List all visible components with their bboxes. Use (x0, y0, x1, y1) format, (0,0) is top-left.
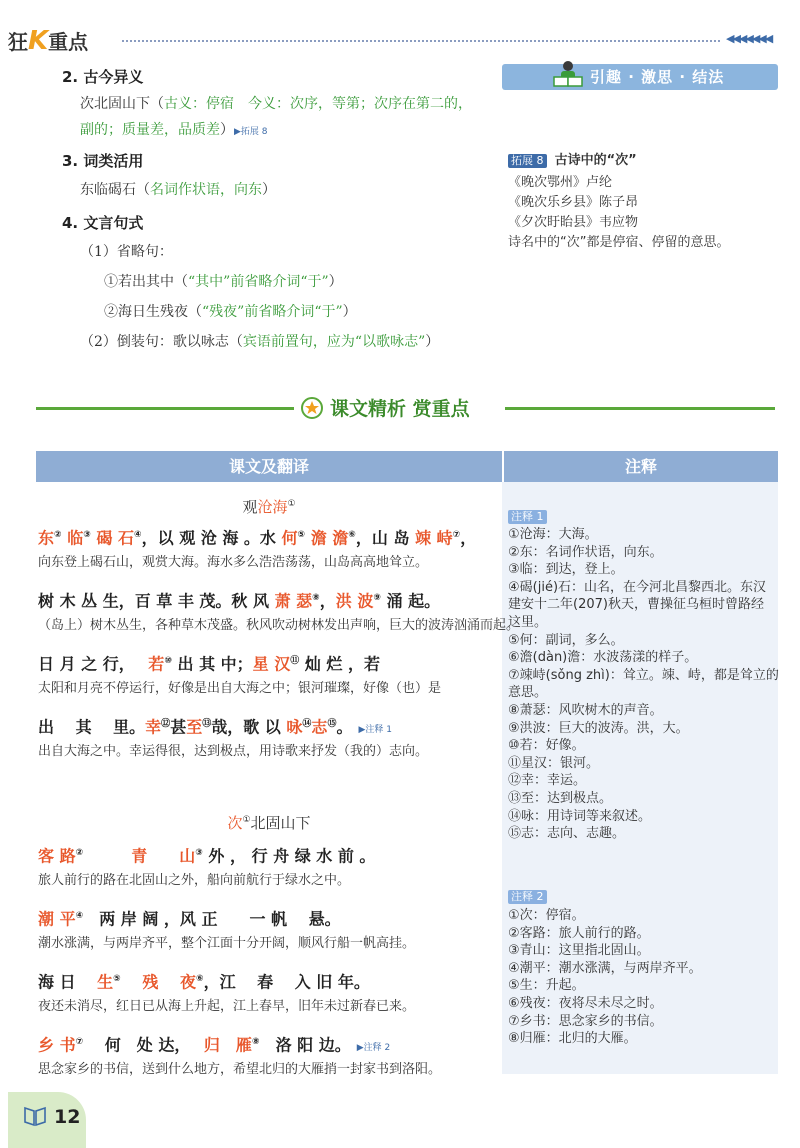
notes1-item: ⑨洪波：巨大的波涛。洪，大。 (508, 720, 689, 736)
poem1-line-3-seg: 出 其 中； (171, 654, 253, 674)
poem1-line-2-seg: ， (319, 591, 336, 611)
poem2-translation-4: 思念家乡的书信，送到什么地方，希望北归的大雁捎一封家书到洛阳。 (38, 1062, 442, 1077)
table-header-right-label: 注释 (624, 457, 657, 476)
poem1-line-4-seg: 。 (336, 717, 353, 737)
poem2-line-4-seg: 何 处 达， (83, 1035, 204, 1055)
poem1-line-1-seg: ⑤ (297, 530, 306, 540)
table-header-left (36, 451, 502, 482)
poem2-line-1-seg: 客 路 (38, 846, 76, 866)
poem2-line-3-seg (121, 972, 143, 991)
poem2-line-2-seg: 潮 平 (38, 909, 76, 929)
poem1-line-4-seg: 咏 (286, 717, 303, 737)
poem1-line-1-seg: ，以 观 沧 海 。水 (141, 528, 282, 548)
poem2-line-2-seg: ④ (75, 911, 84, 921)
notes2-item: ③青山：这里指北固山。 (508, 943, 650, 959)
poem2-line-3-seg: ⑥ (195, 974, 204, 984)
poem1-line-4-seg: 甚 (170, 717, 187, 737)
side-tag: 拓展 8 (508, 154, 547, 168)
poem2-line-4-seg: ⑦ (75, 1037, 84, 1047)
notes1-tag: 注释 1 (508, 510, 547, 524)
poem1-line-1-seg: 竦 峙 (415, 528, 453, 548)
notes1-item: ⑤何：副词，多么。 (508, 632, 624, 648)
poem2-line-4 (38, 1031, 390, 1059)
notes1-item: ③临：到达，登上。 (508, 562, 624, 578)
notes1-item: 建安十二年(207)秋天，曹操征乌桓时曾路经 (508, 597, 764, 613)
poem1-line-1-seg: ⑦ (452, 530, 461, 540)
notes1-item: ⑫幸：幸运。 (508, 773, 587, 789)
page-number: 12 (54, 1106, 81, 1128)
poem2-line-4-seg: 乡 书 (38, 1035, 76, 1055)
poem1-line-2-seg: ⑧ (312, 593, 320, 603)
poem1-translation-3: 太阳和月亮不停运行，好像是出自大海之中；银河璀璨，好像（也）是 (38, 681, 442, 696)
table-header-right (502, 451, 778, 482)
poem1-line-4-seg: 出 其 里。 (38, 717, 146, 737)
poem2-line-3-seg: 海 日 (38, 972, 98, 992)
notes2-tag: 注释 2 (508, 890, 547, 904)
poem2-line-2-seg: 两 岸 阔 ，风 正 一 帆 悬。 (83, 909, 341, 929)
poem1-line-4-seg: 幸 (145, 717, 162, 737)
poem1-line-1-seg: ④ (134, 530, 142, 540)
poem1-line-1-seg: ⑥ (348, 530, 356, 540)
s3-line-1: 东临碣石（名词作状语，向东） (80, 182, 276, 198)
notes1-item: ⑭咏：用诗词等来叙述。 (508, 808, 652, 824)
divider-line-right (505, 407, 775, 410)
notes1-item: ⑮志：志向、志趣。 (508, 826, 626, 842)
poem1-line-2-seg: 萧 瑟 (274, 591, 313, 611)
poem1-translation-2: （岛上）树木丛生，各种草木茂盛。秋风吹动树林发出声响，巨大的波涛汹涌而起。 (38, 618, 520, 633)
book-icon (22, 1104, 48, 1128)
notes1-item: 这里。 (508, 615, 548, 630)
notes1-item: 意思。 (508, 685, 548, 701)
side-line-2: 《晚次乐乡县》陈子昂 (508, 195, 639, 210)
poem1-line-4-seg: 志 (311, 717, 328, 737)
s4-sub1: （1）省略句： (80, 244, 173, 260)
header-arrows: ◀◀◀◀◀◀◀ (726, 32, 772, 45)
poem1-line-3-seg: 若 (148, 654, 165, 674)
notes2-tag-row (508, 888, 547, 906)
side-line-4: 诗名中的“次”都是停宿、停留的意思。 (508, 235, 730, 250)
poem2-line-1-seg: ② (75, 848, 84, 858)
poem1-line-1-seg: ，山 岛 (355, 528, 416, 548)
notes1-item: ④碣(jié)石：山名，在今河北昌黎西北。东汉 (508, 579, 767, 595)
notes2-item: ②客路：旅人前行的路。 (508, 925, 650, 941)
poem1-line-4-seg: ⑭ (302, 719, 312, 729)
notes1-item: ⑧萧瑟：风吹树木的声音。 (508, 703, 663, 718)
section-2-title: 2. 古今异义 (62, 68, 144, 86)
poem1-note-link[interactable]: ▶注释 1 (358, 725, 392, 736)
section-3-title: 3. 词类活用 (62, 152, 144, 170)
poem2-translation-2: 潮水涨满，与两岸齐平，整个江面十分开阔，顺风行船一帆高挂。 (38, 936, 416, 951)
poem1-line-3 (38, 650, 380, 675)
poem1-line-4-seg: ⑮ (327, 719, 337, 729)
poem1-line-1 (38, 524, 476, 549)
poem2-line-2 (38, 905, 341, 930)
poem1-line-2-seg: 洪 波 (335, 591, 374, 611)
poem2-line-3-seg: 生 (97, 972, 114, 992)
poem1-line-3-seg: ⑩ (164, 656, 172, 666)
notes2-item: ④潮平：潮水涨满，与两岸齐平。 (508, 960, 702, 976)
notes1-item: ②东：名词作状语，向东。 (508, 544, 663, 560)
notes2-item: ⑤生：升起。 (508, 978, 585, 994)
poem1-line-4-seg: 至 (186, 717, 203, 737)
notes1-item: ⑩若：好像。 (508, 738, 585, 754)
side-line-3: 《夕次盱眙县》韦应物 (508, 215, 639, 230)
poem1-line-3-seg: 灿 烂 ，若 (299, 654, 380, 674)
poem1-line-3-seg: 星 汉 (252, 654, 291, 674)
side-heading-row (508, 152, 637, 170)
poem1-line-1-seg: 何 (281, 528, 298, 548)
poem2-line-3-seg: ，江 春 入 旧 年。 (203, 972, 370, 992)
poem1-line-1-seg: 碣 石 (96, 528, 135, 548)
notes1-item: ⑥澹(dàn)澹：水波荡漾的样子。 (508, 650, 698, 666)
notes2-item: ⑥残夜：夜将尽未尽之时。 (508, 996, 663, 1011)
notes1-item: ⑦竦峙(sǒng zhì)：耸立。竦、峙，都是耸立的 (508, 667, 779, 683)
poem2-line-1 (38, 842, 375, 867)
section-divider-title: 课文精析 赏重点 (330, 398, 470, 420)
poem1-line-1-seg: ③ (83, 530, 91, 540)
side-banner-title: 引趣 · 激思 · 结法 (590, 68, 725, 86)
poem2-line-3-seg: ⑤ (113, 974, 121, 984)
poem2-line-1-seg: 外 ， 行 舟 绿 水 前 。 (202, 846, 376, 866)
poem1-translation-4: 出自大海之中。幸运得很，达到极点，用诗歌来抒发（我的）志向。 (38, 744, 429, 759)
s4-item-2: ②海日生残夜（“残夜”前省略介词“于”） (104, 304, 357, 320)
notes2-item: ⑦乡书：思念家乡的书信。 (508, 1013, 663, 1029)
poem2-line-4-seg: ⑧ (251, 1037, 260, 1047)
poem1-line-1-seg: ， (460, 528, 477, 548)
notes1-tag-row (508, 508, 547, 526)
poem1-translation-1: 向东登上碣石山，观赏大海。海水多么浩浩荡荡，山岛高高地耸立。 (38, 555, 429, 570)
poem1-line-4 (38, 713, 392, 741)
header-dotted-rule (122, 40, 720, 42)
s2-line-2: 副的；质量差，品质差）▶拓展 8 (80, 122, 268, 138)
poem1-line-2-seg: 树 木 丛 生，百 草 丰 茂。秋 风 (38, 591, 275, 611)
poem1-line-1-seg: ② (54, 530, 62, 540)
poem1-line-3-seg: 日 月 之 行， (38, 654, 149, 674)
poem1-line-1-seg: 澹 澹 (310, 528, 349, 548)
side-line-1: 《晚次鄂州》卢纶 (508, 175, 613, 190)
poem1-line-4-seg: ⑫ (161, 719, 171, 729)
notes2-item: ⑧归雁：北归的大雁。 (508, 1031, 637, 1047)
poem1-line-4-seg: 哉，歌 以 (211, 717, 287, 737)
table-header-left-label: 课文及翻译 (228, 457, 309, 476)
poem1-line-4-seg: ⑬ (202, 719, 212, 729)
brand-logo: 狂K重点 (8, 26, 89, 56)
poem1-line-2-seg: 涌 起。 (381, 591, 441, 611)
poem1-line-1-seg: 临 (67, 528, 84, 548)
poem2-title: 次①北固山下 (227, 814, 311, 832)
side-heading: 古诗中的“次” (554, 153, 637, 168)
s2-line-1: 次北固山下（古义：停宿 今义：次序，等第；次序在第二的， (80, 96, 472, 112)
poem1-line-3-seg: ⑪ (290, 656, 300, 666)
poem1-line-2 (38, 587, 440, 612)
poem2-line-1-seg (83, 846, 131, 865)
poem2-line-1-seg: ③ (195, 848, 203, 858)
poem2-line-4-seg: 归 雁 (203, 1035, 252, 1055)
notes1-item: ⑪星汉：银河。 (508, 755, 600, 771)
poem2-line-4-seg: 洛 阳 边。 (259, 1035, 351, 1055)
divider-line-left (36, 407, 294, 410)
section-4-title: 4. 文言句式 (62, 214, 144, 232)
notes1-item: ⑬至：达到极点。 (508, 791, 613, 806)
poem1-line-1-seg: 东 (38, 528, 55, 548)
poem2-note-link[interactable]: ▶注释 2 (356, 1043, 391, 1054)
poem2-translation-3: 夜还未消尽，红日已从海上升起，江上春早，旧年未过新春已来。 (38, 999, 416, 1014)
poem2-translation-1: 旅人前行的路在北固山之外，船向前航行于绿水之中。 (38, 873, 351, 888)
poem2-line-1-seg: 青 山 (131, 846, 196, 866)
notes1-item: ①沧海：大海。 (508, 527, 598, 542)
reader-icon (550, 60, 586, 90)
star-icon (300, 396, 326, 420)
poem2-line-3-seg: 残 夜 (142, 972, 196, 992)
poem1-title: 观沧海① (242, 498, 296, 516)
poem2-line-3 (38, 968, 370, 993)
s4-sub2: （2）倒装句：歌以咏志（宾语前置句，应为“以歌咏志”） (80, 334, 440, 350)
poem1-line-2-seg: ⑨ (373, 593, 381, 603)
s4-item-1: ①若出其中（“其中”前省略介词“于”） (104, 274, 343, 290)
notes2-item: ①次：停宿。 (508, 908, 585, 923)
